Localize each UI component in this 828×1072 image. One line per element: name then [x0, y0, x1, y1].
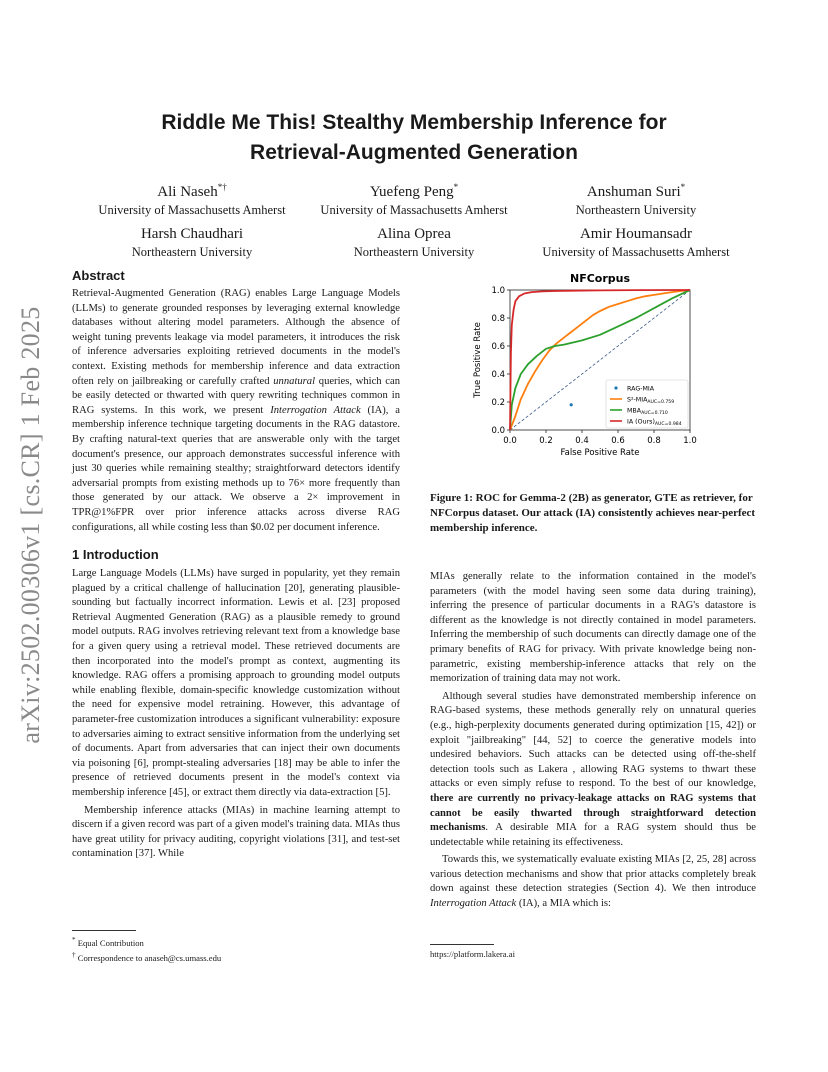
footnote-rule [72, 930, 136, 931]
body-paragraph: MIAs generally relate to the information contained in the model's parameters (with the model having seen some data during training), inferring the presence of particular documents in a RAG's datastore is different as the knowledge is not directly contained in model parameters. Inferring the membership of such documents can directly damage one of the primary benefits of RAG for privacy. With private knowledge being non-parametric, existing membership-inference attacks that rely on the memorization of training data may not work. [430, 571, 756, 685]
author-name: Ali Naseh [157, 184, 218, 200]
legend-label: IA $(Ours)_{AUC=0.984}$ [627, 418, 682, 428]
y-tick-label: 0.6 [491, 342, 505, 352]
author-affiliation: Northeastern University [353, 245, 475, 259]
x-tick-label: 0.4 [575, 436, 589, 446]
figure-caption: Figure 1: ROC for Gemma-2 (2B) as generator, GTE as retriever, for NFCorpus dataset. Our attack (IA) consistently achieves near-perfect membership inference. [430, 492, 756, 534]
legend-marker [614, 386, 617, 389]
title-line-2: Retrieval-Augmented Generation [250, 141, 578, 164]
author-name: Amir Houmansadr [579, 226, 693, 242]
y-tick-label: 1.0 [491, 286, 505, 296]
author-name: Alina Oprea [377, 226, 451, 242]
y-tick-label: 0.8 [491, 314, 505, 324]
x-tick-label: 0.0 [503, 436, 517, 446]
author-block [294, 225, 534, 261]
intro-heading: 1 Introduction [72, 547, 159, 563]
intro-paragraph: Large Language Models (LLMs) have surged in popularity, yet they remain plagued by a critical challenge of hallucination [20], generating plausible-sounding but factually incorrect information. Lewis et al. [23] proposed Retrieval Augmented Generation (RAG) as a plausible remedy to ground model outputs. RAG involves retrieving relevant text from a knowledge base for a given query using a retrieval model. These retrieved documents are then incorporated into the model's prompt as context, augmenting its knowledge. RAG offers a promising approach to grounding model outputs while enabling flexible, domain-specific knowledge customization without the need for expensive model retraining. However, this advantage of parameter-free customization introduces a significant vulnerability: exposure to adversaries aiming to extract sensitive information from the underlying set of documents. Apart from adversaries that can inject their own documents via poisoning [6], prompt-stealing adversaries [18] may be able to infer the presence of retrieved documents present in the model's context via membership inference [45], or extract them directly via data-extraction [5]. [72, 568, 400, 798]
title-line-1: Riddle Me This! Stealthy Membership Inference for [161, 111, 667, 134]
author-name: Anshuman Suri [586, 184, 681, 200]
legend-auc: AUC=0.984 [654, 422, 682, 428]
footnote-rule [430, 944, 494, 945]
roc-chart [430, 266, 756, 484]
body-paragraph: Towards this, we systematically evaluate existing MIAs [2, 25, 28] across various detection mechanisms and show that prior attacks completely break down against these detection strategies (Section 4). We then introduce Interrogation Attack (IA), a MIA which is: [430, 854, 756, 910]
abstract-text: queries, which can be easily detected or thwarted with query rewriting techniques common in RAG systems. In this work, we present [72, 375, 401, 416]
legend-label: $MBA_{AUC=0.710}$ [627, 407, 668, 417]
legend-label: RAG-MIA [627, 385, 655, 393]
arxiv-identifier-text: arXiv:2502.00306v1 [cs.CR] 1 Feb 2025 [16, 306, 45, 744]
left-column [72, 268, 400, 862]
series-point [570, 403, 573, 406]
paper-title [0, 108, 828, 168]
right-body [430, 570, 756, 912]
author-affiliation: Northeastern University [575, 203, 697, 217]
author-mark: * [680, 182, 686, 192]
x-tick-label: 0.6 [611, 436, 625, 446]
x-tick-label: 0.8 [647, 436, 661, 446]
author-affiliation: University of Massachusetts Amherst [320, 203, 508, 217]
author-block [72, 178, 312, 219]
author-affiliation: University of Massachusetts Amherst [98, 203, 286, 217]
abstract-body [72, 287, 400, 535]
abstract-heading: Abstract [72, 268, 125, 283]
abstract-text: (IA), a membership inference technique targeting documents in the RAG datastore. By crafting natural-text queries that are answerable only with the target document's presence, our approach demonstrates successful inference with just 30 queries while remaining stealthy; straightforward detectors identify adversarial prompts from existing methods up to 76× more frequently than those generated by our attack. We observe a 2× improvement in TPR@1%FPR over prior inference attacks across diverse RAG configurations, all while costing less than $0.02 per document inference. [72, 404, 401, 533]
left-footnotes [72, 930, 400, 964]
x-tick-label: 0.2 [539, 436, 553, 446]
footnote: † Correspondence to anaseh@cs.umass.edu [72, 950, 222, 963]
chart-title: NFCorpus [569, 272, 631, 285]
y-tick-label: 0.4 [491, 370, 505, 380]
abstract-text: Retrieval-Augmented Generation (RAG) enables Large Language Models (LLMs) to generate grounded responses by leveraging external knowledge databases without altering model parameters. Although the absence of weight tuning prevents leakage via model parameters, it introduces the risk of inference adversaries exploiting retrieved documents in the model's context. Existing methods for membership inference and data extraction often rely on jailbreaking or carefully crafted [72, 288, 400, 387]
y-tick-label: 0.2 [491, 398, 505, 408]
author-name: Harsh Chaudhari [140, 226, 244, 242]
roc-figure [430, 266, 756, 484]
right-footnotes [430, 944, 756, 960]
intro-body [72, 567, 400, 862]
footnote: * Equal Contribution [72, 936, 144, 948]
y-tick-label: 0.0 [491, 426, 505, 436]
bold-statement: there are currently no privacy-leakage attacks on RAG systems that cannot be easily thwarted through straightforward detection mechanisms [430, 792, 756, 834]
y-axis-label: True Positive Rate [473, 322, 483, 398]
author-block [72, 225, 312, 261]
author-block [516, 178, 756, 219]
footnote-url: https://platform.lakera.ai [430, 949, 515, 959]
author-mark: *† [217, 182, 227, 192]
abstract-emphasis: Interrogation Attack [270, 404, 361, 416]
author-block [516, 225, 756, 261]
legend-auc: AUC=0.759 [647, 400, 675, 406]
abstract-emphasis: unnatural [273, 375, 316, 387]
author-mark: * [453, 182, 459, 192]
attack-name: Interrogation Attack [430, 898, 517, 910]
arxiv-identifier-sidebar [6, 290, 56, 760]
intro-paragraph: Membership inference attacks (MIAs) in machine learning attempt to discern if a given record was part of a given model's training data. MIAs thus have great utility for privacy auditing, copyright violations [31], and test-set contamination [37]. While [72, 804, 400, 860]
author-affiliation: Northeastern University [131, 245, 253, 259]
author-block [294, 178, 534, 219]
x-tick-label: 1.0 [683, 436, 697, 446]
legend-auc: AUC=0.710 [641, 411, 668, 417]
right-column [430, 570, 756, 912]
author-name: Yuefeng Peng [369, 184, 454, 200]
author-affiliation: University of Massachusetts Amherst [542, 245, 730, 259]
x-axis-label: False Positive Rate [560, 448, 640, 458]
body-paragraph: Although several studies have demonstrated membership inference on RAG-based systems, these methods generally rely on unnatural queries (e.g., high-perplexity documents generated during optimization [15, 42]) or exploit "jailbreaking" [44, 52] to coerce the generative models into undesired behaviors. Such attacks can be detected using off-the-shelf detection tools such as Lakera , allowing RAG systems to thwart these attacks or even simply refuse to respond. To the best of our knowledge, there are currently no privacy-leakage attacks on RAG systems that cannot be easily thwarted through straightforward detection mechanisms. A desirable MIA for a RAG system should thus be undetectable while retaining its effectiveness. [430, 690, 756, 848]
legend-label: $S^2-MIA_{AUC=0.759}$ [627, 396, 675, 406]
